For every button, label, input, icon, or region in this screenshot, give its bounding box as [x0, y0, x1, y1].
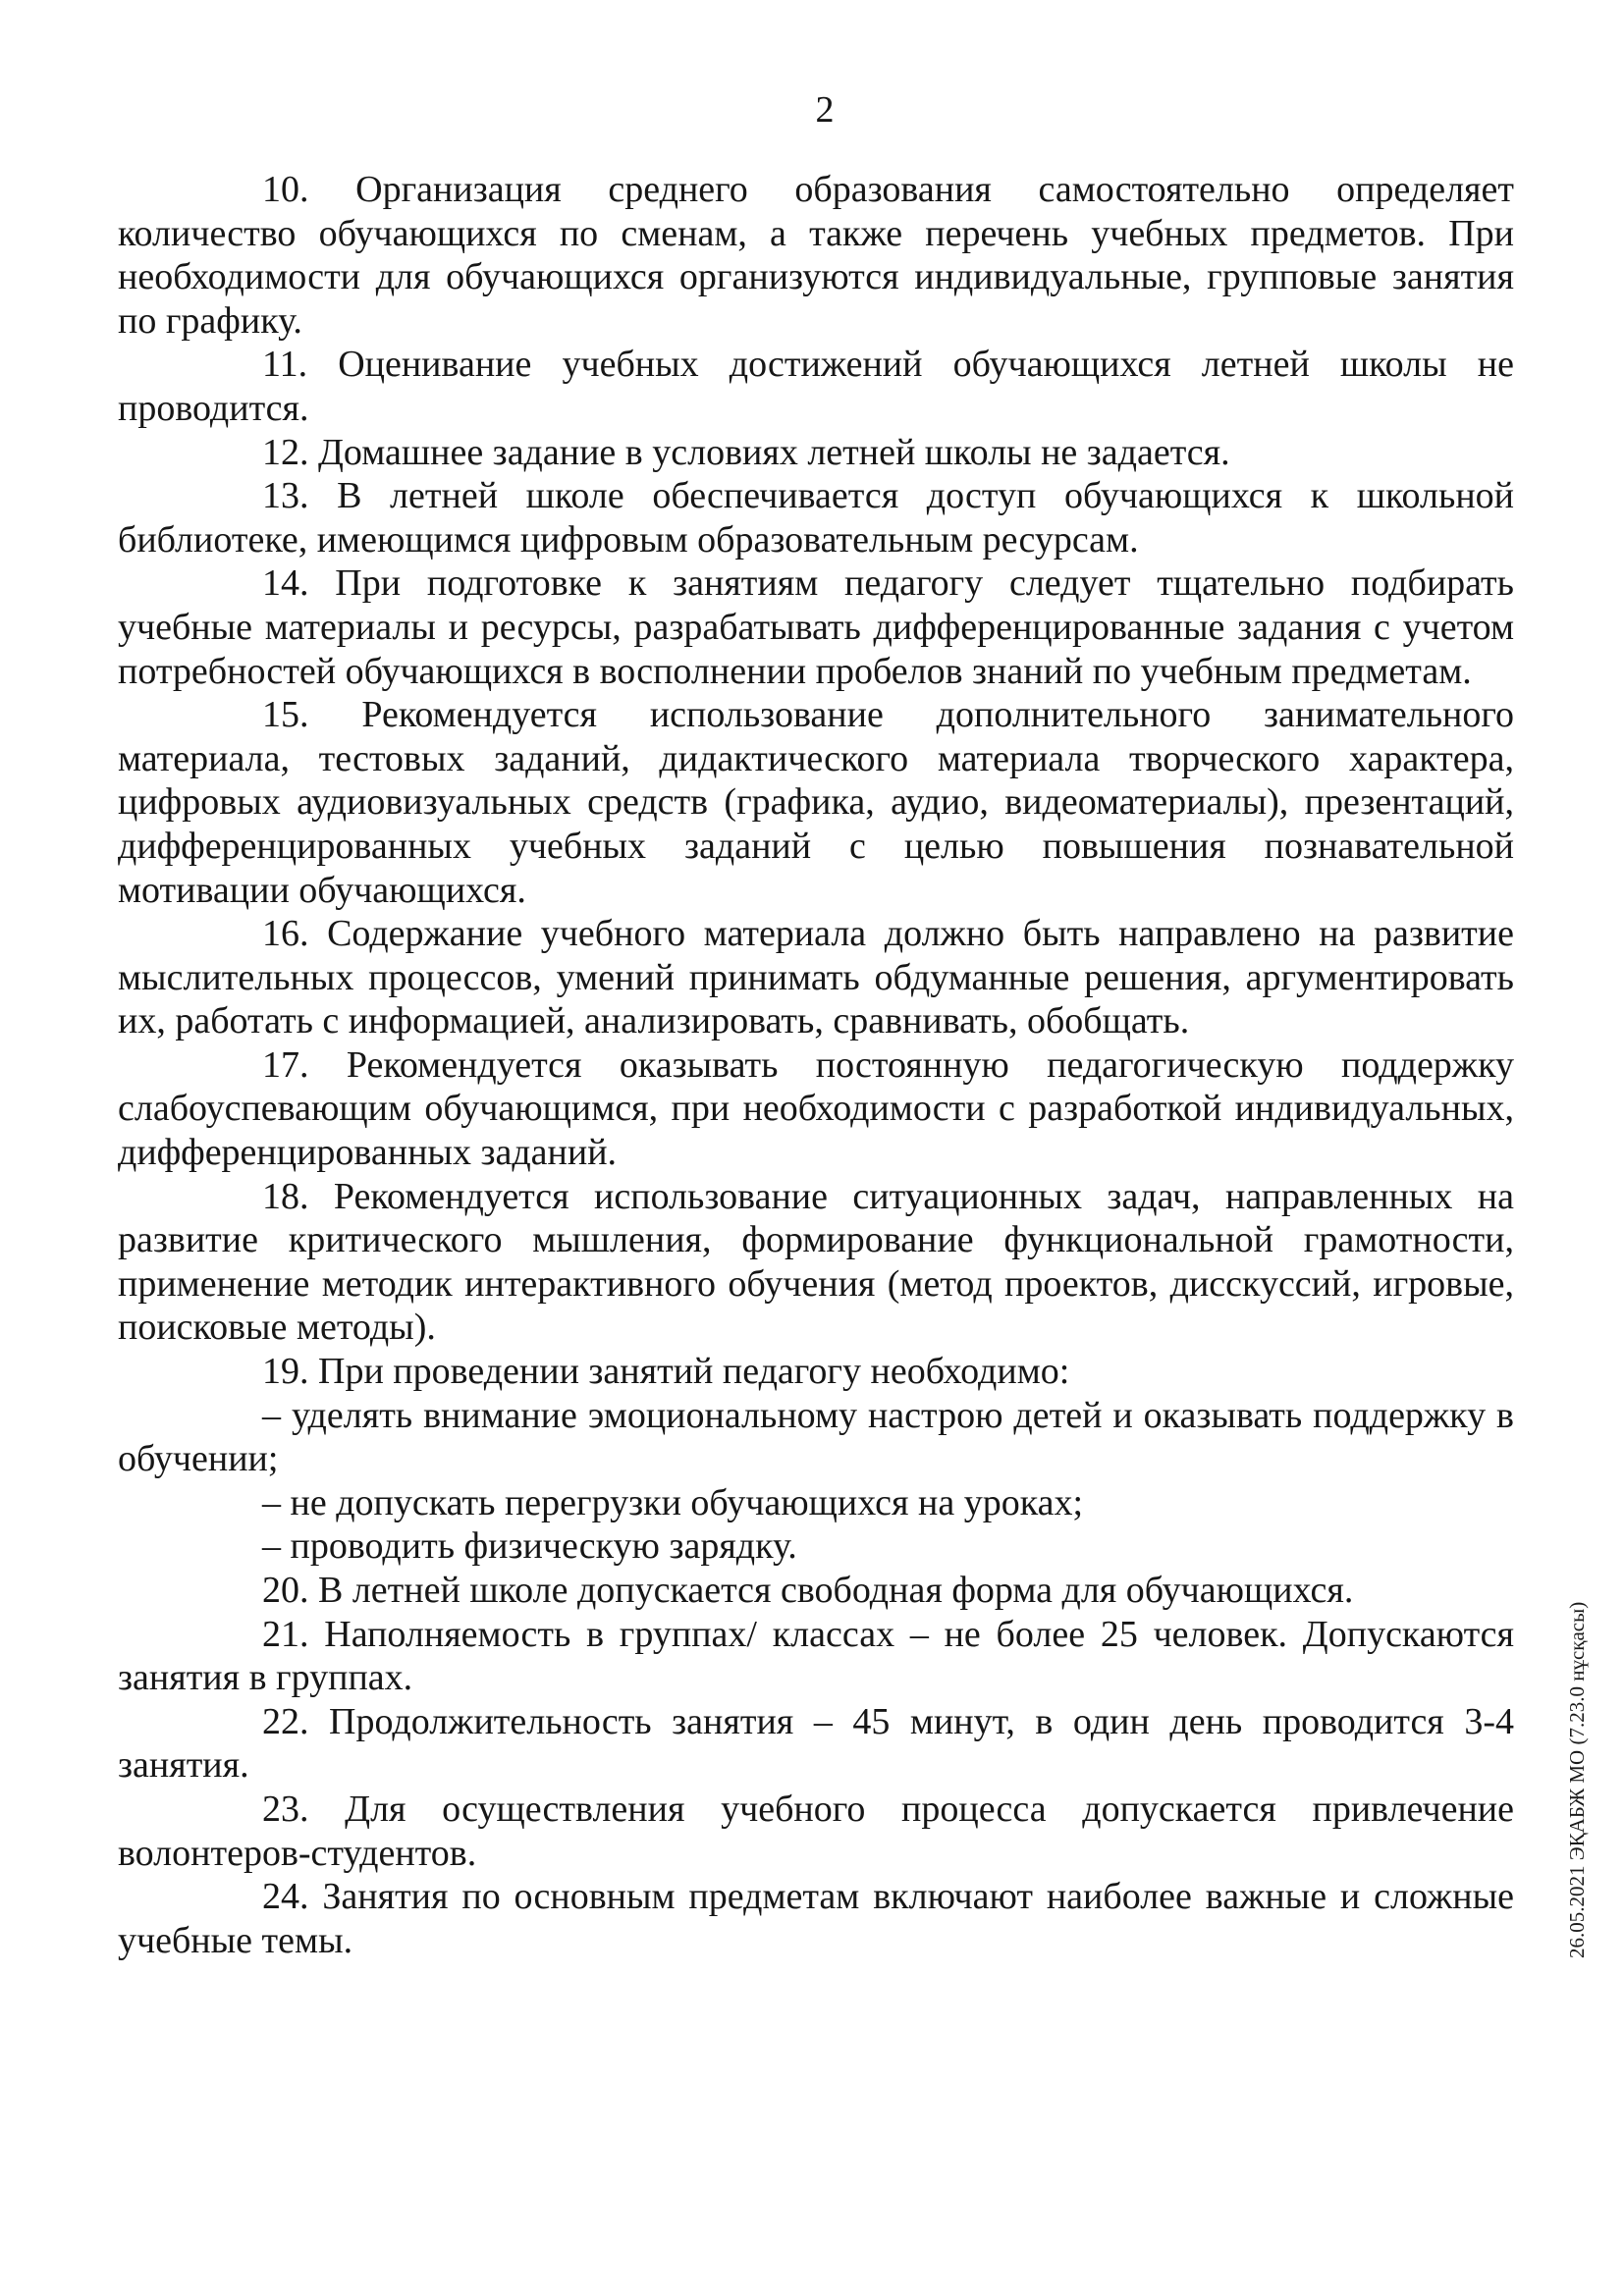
paragraph: 17. Рекомендуется оказывать постоянную педагогическую поддержку слабоуспевающим обучающимся, при необходимости с разработкой индивидуальных, дифференцированных заданий. — [118, 1043, 1514, 1174]
paragraph: 16. Содержание учебного материала должно быть направлено на развитие мыслительных процессов, умений принимать обдуманные решения, аргументировать их, работать с информацией, анализировать, сравнивать, обобщать. — [118, 913, 1514, 1042]
paragraph: 15. Рекомендуется использование дополнительного занимательного материала, тестовых заданий, дидактического материала творческого характера, цифровых аудиовизуальных средств (графика, аудио, видеоматериалы), презентаций, дифференцированных учебных заданий с целью повышения познавательной мотивации обучающихся. — [118, 694, 1514, 911]
paragraph: 20. В летней школе допускается свободная форма для обучающихся. — [262, 1570, 1354, 1611]
paragraph: 23. Для осуществления учебного процесса допускается привлечение волонтеров-студентов. — [118, 1788, 1514, 1874]
paragraph: 21. Наполняемость в группах/ классах – не более 25 человек. Допускаются занятия в группах. — [118, 1613, 1514, 1699]
paragraph: 12. Домашнее задание в условиях летней школы не задается. — [262, 431, 1230, 473]
paragraph: 19. При проведении занятий педагогу необходимо: — [262, 1351, 1070, 1393]
paragraph: 14. При подготовке к занятиям педагогу следует тщательно подбирать учебные материалы и ресурсы, разрабатывать дифференцированные задания с учетом потребностей обучающихся в восполнении пробелов знаний по учебным предметам. — [118, 562, 1514, 692]
paragraph: 11. Оценивание учебных достижений обучающихся летней школы не проводится. — [118, 344, 1514, 429]
page-number: 2 — [815, 89, 835, 131]
paragraph: 24. Занятия по основным предметам включают наиболее важные и сложные учебные темы. — [118, 1876, 1514, 1961]
paragraph: 10. Организация среднего образования самостоятельно определяет количество обучающихся по сменам, а также перечень учебных предметов. При необходимости для обучающихся организуются индивидуальные, групповые занятия по графику. — [118, 169, 1514, 342]
paragraph: 13. В летней школе обеспечивается доступ обучающихся к школьной библиотеке, имеющимся цифровым образовательным ресурсам. — [118, 475, 1514, 561]
paragraph: 18. Рекомендуется использование ситуационных задач, направленных на развитие критического мышления, формирование функциональной грамотности, применение методик интерактивного обучения (метод проектов, дисскуссий, игровые, поисковые методы). — [118, 1175, 1514, 1349]
edms-stamp: 26.05.2021 ЭҚАБЖ МО (7.23.0 нұсқасы) — [1565, 1601, 1589, 1958]
document-body — [118, 168, 1514, 1962]
paragraph: – проводить физическую зарядку. — [262, 1525, 797, 1568]
paragraph: – не допускать перегрузки обучающихся на уроках; — [262, 1481, 1084, 1523]
paragraph: 22. Продолжительность занятия – 45 минут, в один день проводится 3-4 занятия. — [118, 1700, 1514, 1787]
paragraph: – уделять внимание эмоциональному настрою детей и оказывать поддержку в обучении; — [118, 1394, 1514, 1480]
